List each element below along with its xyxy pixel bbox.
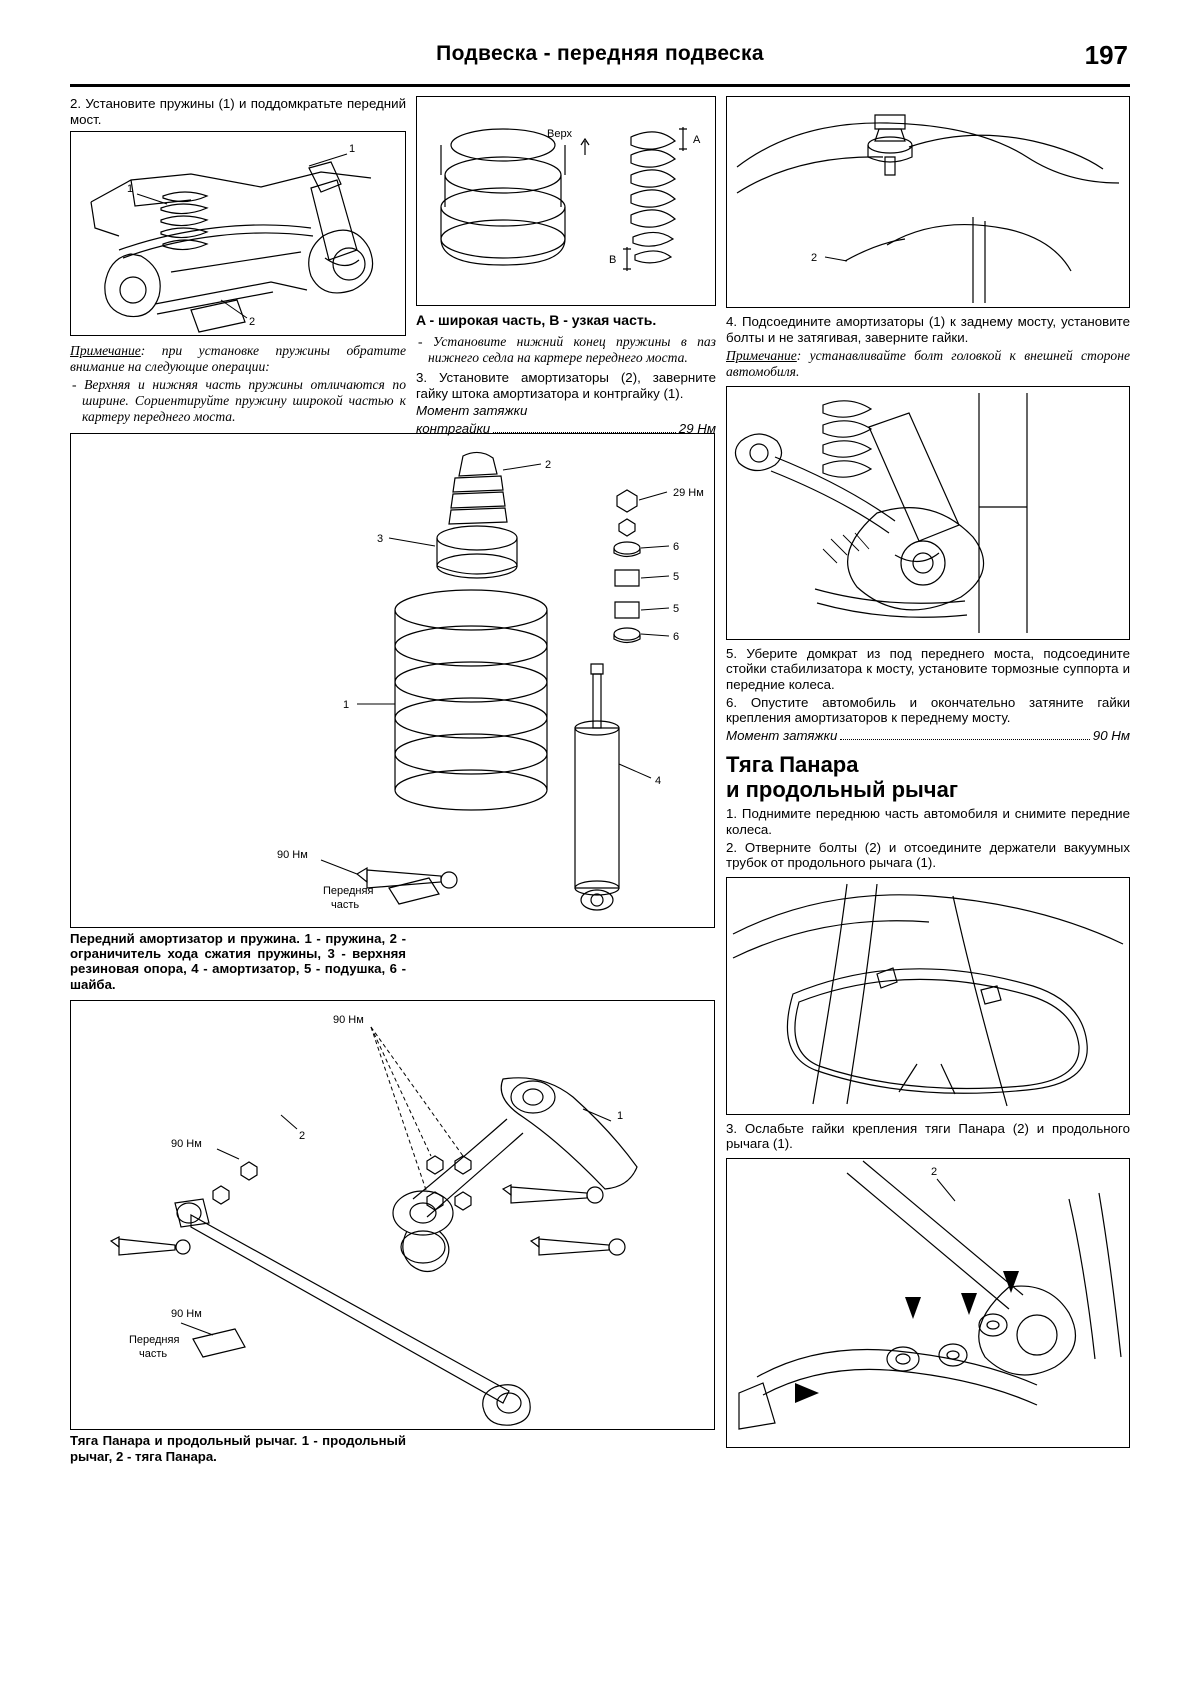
svg-text:90 Нм: 90 Нм (171, 1138, 202, 1151)
dot-leader (493, 432, 676, 433)
mid-step-3: 3. Установите амортизаторы (2), заверните гайку штока амортизатора и контргайку (1). (416, 370, 716, 401)
figure-spring-orientation (416, 96, 716, 306)
svg-text:B: B (609, 254, 617, 266)
page-columns (70, 96, 1130, 1640)
svg-text:6: 6 (673, 540, 680, 553)
page-title: Подвеска - передняя подвеска (436, 42, 764, 65)
note-label: Примечание (726, 348, 797, 364)
right-torque-label: Момент затяжки (726, 727, 838, 743)
mid-torque-row (416, 421, 716, 437)
section-heading-line2: и продольный рычаг (726, 776, 958, 802)
right-step-4: 4. Подсоедините амортизаторы (1) к заднему мосту, установите болты и не затягивая, заверните гайки. (726, 314, 1130, 345)
svg-text:часть: часть (331, 898, 360, 911)
figure-panhard-trailing-arm (70, 1000, 715, 1430)
svg-text:A: A (693, 134, 701, 146)
svg-text:Передняя: Передняя (323, 884, 374, 897)
svg-text:2: 2 (545, 458, 552, 471)
svg-text:6: 6 (673, 630, 680, 643)
figure-shock-spring-caption: Передний амортизатор и пружина. 1 - пружина, 2 - ограничитель хода сжатия пружины, 3 - верхняя резиновая опора, 4 - амортизатор, 5 - подушка, 6 - шайба. (70, 930, 406, 992)
svg-text:1: 1 (349, 143, 356, 156)
left-note-bullet: - Верхняя и нижняя часть пружины отличаются по ширине. Сориентируйте пружину широкой частью к картеру переднего моста. (72, 376, 406, 424)
right-panhard-step-3: 3. Ослабьте гайки крепления тяги Панара (2) и продольного рычага (1). (726, 1120, 1130, 1152)
mid-torque-item: контргайки (416, 420, 491, 436)
figure-front-suspension (70, 131, 406, 336)
section-heading-line1: Тяга Панара (726, 752, 859, 778)
note-text: : при установке пружины обратите внимание на следующие операции: (70, 343, 406, 374)
svg-text:Верх: Верх (547, 128, 572, 140)
svg-text:2: 2 (249, 316, 256, 329)
page-header (70, 40, 1130, 87)
svg-text:90 Нм: 90 Нм (277, 848, 308, 861)
figure-panhard-mount-detail (726, 1158, 1130, 1448)
mid-bullet: - Установите нижний конец пружины в паз нижнего седла на картере переднего моста. (418, 334, 716, 366)
right-step-6: 6. Опустите автомобиль и окончательно затяните гайки крепления амортизаторов к переднему мосту. (726, 694, 1130, 726)
right-step-5: 5. Уберите домкрат из под переднего моста, подсоедините стойки стабилизатора к мосту, установите тормозные суппорта и передние колеса. (726, 645, 1130, 692)
svg-text:2: 2 (299, 1130, 306, 1143)
figure-vacuum-hose-brackets (726, 877, 1130, 1115)
svg-text:2: 2 (931, 1165, 938, 1178)
right-note (726, 348, 1130, 380)
svg-text:Передняя: Передняя (129, 1334, 180, 1347)
left-step-2: 2. Установите пружины (1) и поддомкратьте передний мост. (70, 96, 406, 127)
svg-text:1: 1 (617, 1110, 624, 1123)
note-text: : устанавливайте болт головкой к внешней стороне автомобиля. (726, 348, 1130, 379)
svg-text:3: 3 (377, 532, 384, 545)
figure-shock-upper-mount (726, 96, 1130, 308)
figure-shock-spring-exploded (70, 433, 715, 928)
page-number: 197 (1084, 40, 1128, 70)
right-column (726, 96, 1130, 1448)
svg-text:90 Нм: 90 Нм (333, 1014, 364, 1027)
right-torque-row (726, 728, 1130, 744)
mid-torque-value: 29 Нм (678, 420, 716, 436)
left-note (70, 343, 406, 375)
note-label: Примечание (70, 343, 141, 359)
caption-ab: A - широкая часть, B - узкая часть. (416, 312, 657, 328)
right-panhard-step-2: 2. Отверните болты (2) и отсоедините держатели вакуумных трубок от продольного рычага (1). (726, 839, 1130, 871)
dot-leader (840, 739, 1089, 740)
manual-page (70, 40, 1130, 1640)
middle-column (416, 96, 716, 438)
right-torque-value: 90 Нм (1092, 727, 1130, 743)
svg-text:4: 4 (655, 774, 662, 787)
svg-text:90 Нм: 90 Нм (171, 1308, 202, 1321)
svg-text:29 Нм: 29 Нм (673, 486, 704, 499)
mid-torque-label: Момент затяжки (416, 403, 528, 419)
figure-shock-to-axle (726, 386, 1130, 640)
figure-panhard-caption: Тяга Панара и продольный рычаг. 1 - продольный рычаг, 2 - тяга Панара. (70, 1433, 406, 1464)
svg-text:часть: часть (139, 1348, 168, 1361)
svg-text:1: 1 (343, 698, 350, 711)
svg-text:1: 1 (127, 183, 134, 196)
svg-text:5: 5 (673, 602, 680, 615)
section-heading (726, 753, 1130, 802)
svg-text:5: 5 (673, 570, 680, 583)
svg-text:2: 2 (811, 252, 818, 264)
right-panhard-step-1: 1. Поднимите переднюю часть автомобиля и снимите передние колеса. (726, 806, 1130, 837)
